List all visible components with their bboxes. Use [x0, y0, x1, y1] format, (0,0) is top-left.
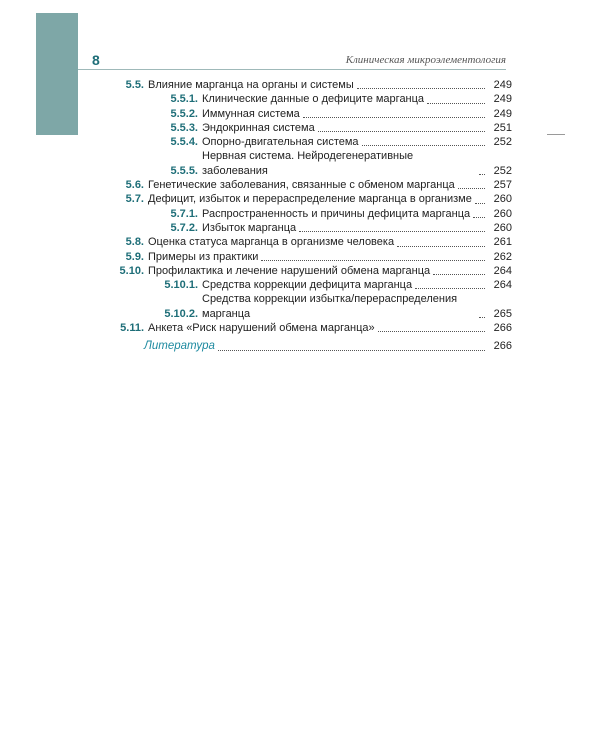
toc-entry-5-10-2[interactable]	[100, 292, 512, 321]
toc-entry-5-7-1[interactable]	[100, 207, 512, 221]
toc-title: Иммунная система	[202, 107, 300, 120]
toc-number: 5.10.	[119, 264, 144, 277]
toc-entry-5-9[interactable]	[100, 250, 512, 264]
margin-mark	[547, 134, 565, 135]
toc-number: 5.10.1.	[164, 279, 198, 292]
toc-page: 249	[493, 79, 512, 91]
color-tab-decoration	[36, 13, 78, 135]
toc-number: 5.6.	[125, 179, 144, 192]
dot-leader	[458, 188, 485, 189]
toc-page: 264	[493, 264, 512, 277]
dot-leader	[479, 317, 485, 318]
dot-leader	[357, 88, 485, 89]
table-of-contents	[100, 78, 512, 354]
toc-title: Эндокринная система	[202, 121, 315, 134]
toc-title: Анкета «Риск нарушений обмена марганца»	[148, 322, 375, 335]
toc-page: 252	[493, 164, 512, 177]
header-rule	[78, 69, 506, 70]
toc-entry-5-5-5[interactable]	[100, 149, 512, 178]
dot-leader	[378, 331, 485, 332]
toc-title: Влияние марганца на органы и системы	[148, 79, 354, 91]
dot-leader	[397, 246, 485, 247]
page-number: 8	[92, 52, 100, 68]
toc-number: 5.7.1.	[170, 207, 198, 220]
toc-title: Дефицит, избыток и перераспределение марганца в организме	[148, 193, 472, 206]
dot-leader	[299, 231, 485, 232]
toc-page: 260	[493, 221, 512, 234]
toc-page: 265	[493, 307, 512, 320]
toc-title: Нервная система. Нейродегенеративные заболевания	[202, 150, 414, 177]
toc-entry-5-6[interactable]	[100, 178, 512, 192]
toc-title: Опорно-двигательная система	[202, 136, 359, 149]
toc-title: Клинические данные о дефиците марганца	[202, 93, 425, 106]
toc-entry-5-10[interactable]	[100, 264, 512, 278]
toc-page: 266	[493, 322, 512, 335]
toc-page: 257	[493, 179, 512, 192]
toc-number: 5.5.2.	[170, 107, 198, 120]
toc-entry-5-10-1[interactable]	[100, 278, 512, 292]
toc-page: 252	[493, 136, 512, 149]
toc-title: Средства коррекции избытка/перераспределения марганца	[202, 293, 458, 320]
toc-number: 5.5.4.	[170, 136, 198, 149]
toc-number: 5.7.	[125, 193, 144, 206]
toc-page: 251	[493, 121, 512, 134]
toc-number: 5.5.1.	[170, 93, 198, 106]
dot-leader	[303, 117, 485, 118]
toc-page: 261	[493, 236, 512, 249]
toc-entry-5-5[interactable]	[100, 78, 512, 92]
page-header	[78, 50, 506, 70]
dot-leader	[218, 350, 485, 351]
dot-leader	[415, 288, 485, 289]
toc-title: Примеры из практики	[148, 250, 259, 263]
toc-entry-5-7[interactable]	[100, 192, 512, 206]
running-title: Клиническая микроэлементология	[345, 54, 506, 66]
toc-title: Распространенность и причины дефицита марганца	[202, 207, 471, 220]
dot-leader	[261, 260, 485, 261]
dot-leader	[475, 203, 485, 204]
toc-entry-5-5-4[interactable]	[100, 135, 512, 149]
toc-title: Оценка статуса марганца в организме человека	[148, 236, 395, 249]
toc-title: Генетические заболевания, связанные с обменом марганца	[148, 179, 455, 192]
toc-page: 266	[493, 340, 512, 353]
toc-number: 5.5.3.	[170, 121, 198, 134]
toc-page: 260	[493, 207, 512, 220]
dot-leader	[433, 274, 485, 275]
toc-title-literature: Литература	[144, 340, 215, 353]
toc-entry-literature[interactable]	[100, 339, 512, 353]
dot-leader	[318, 131, 485, 132]
toc-title: Профилактика и лечение нарушений обмена марганца	[148, 264, 431, 277]
dot-leader	[362, 145, 485, 146]
toc-title: Избыток марганца	[202, 221, 297, 234]
toc-entry-5-7-2[interactable]	[100, 221, 512, 235]
dot-leader	[427, 103, 485, 104]
toc-number: 5.10.2.	[164, 307, 198, 320]
toc-number: 5.11.	[120, 322, 144, 335]
toc-title: Средства коррекции дефицита марганца	[202, 279, 413, 292]
toc-number: 5.5.5.	[170, 164, 198, 177]
toc-number: 5.9.	[125, 250, 144, 263]
toc-number: 5.7.2.	[170, 221, 198, 234]
toc-number: 5.5.	[125, 79, 144, 91]
toc-page: 260	[493, 193, 512, 206]
toc-number: 5.8.	[125, 236, 144, 249]
toc-entry-5-8[interactable]	[100, 235, 512, 249]
toc-page: 262	[493, 250, 512, 263]
toc-page: 264	[493, 279, 512, 292]
toc-page: 249	[493, 107, 512, 120]
toc-page: 249	[493, 93, 512, 106]
dot-leader	[473, 217, 485, 218]
dot-leader	[479, 174, 485, 175]
toc-entry-5-5-2[interactable]	[100, 107, 512, 121]
toc-entry-5-5-3[interactable]	[100, 121, 512, 135]
toc-entry-5-11[interactable]	[100, 321, 512, 335]
toc-entry-5-5-1[interactable]	[100, 92, 512, 106]
